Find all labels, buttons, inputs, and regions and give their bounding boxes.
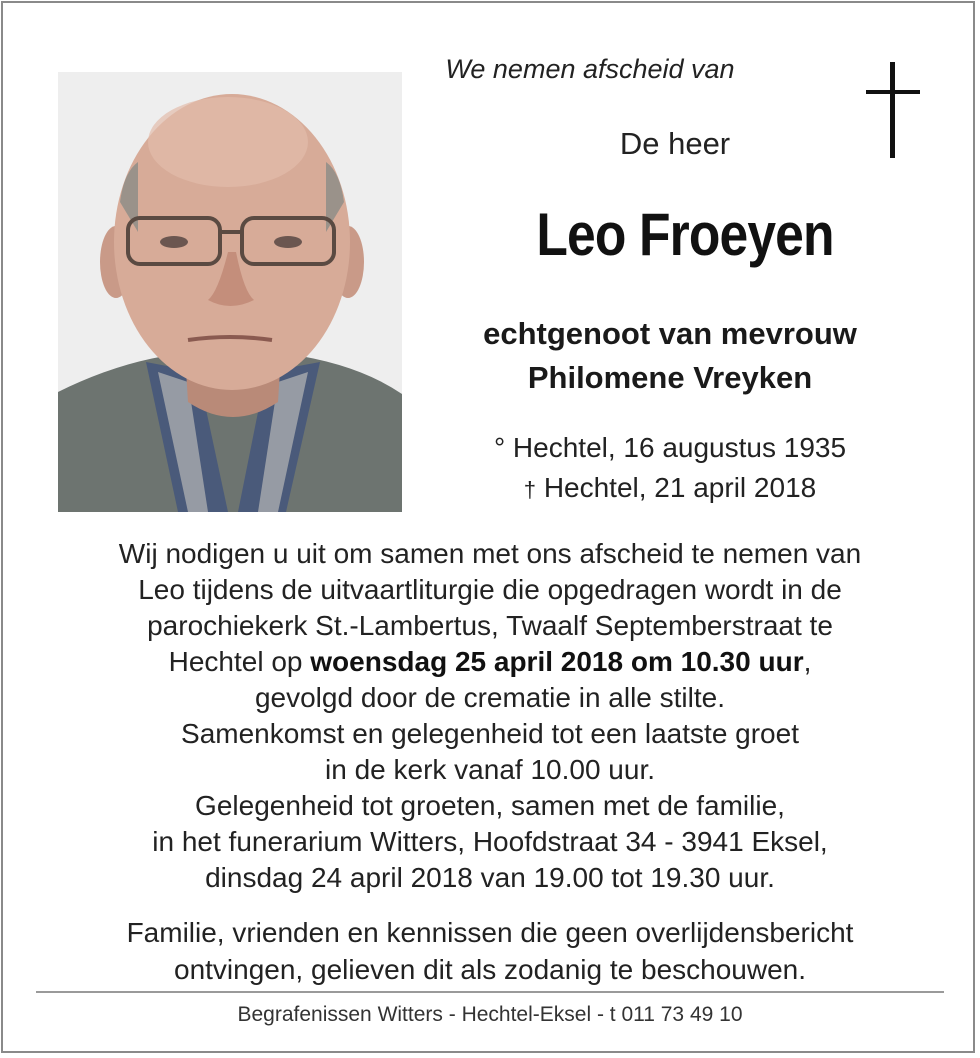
body-line: dinsdag 24 april 2018 van 19.00 tot 19.30 uur. [205,862,775,893]
portrait-photo [58,72,402,512]
ceremony-text [40,536,940,896]
spouse-name: Philomene Vreyken [527,360,813,395]
birth-line [440,428,900,468]
footer-text: Begrafenissen Witters - Hechtel-Eksel - t 011 73 49 10 [237,1003,743,1026]
body-line: in de kerk vanaf 10.00 uur. [325,754,655,785]
death-symbol: † [523,477,537,502]
body-line-suffix: , [803,646,812,677]
body-line: in het funerarium Witters, Hoofdstraat 34 - 3941 Eksel, [152,826,828,857]
closing-line: Familie, vrienden en kennissen die geen overlijdensbericht [126,917,854,948]
dates-block [440,428,900,510]
body-line [40,644,940,680]
ceremony-datetime: woensdag 25 april 2018 om 10.30 uur [310,646,804,677]
spouse-block [430,312,910,400]
birth-symbol: ° [493,432,506,463]
spouse-line-1: echtgenoot van mevrouw [483,316,857,351]
body-line: parochiekerk St.-Lambertus, Twaalf Septemberstraat te [147,610,833,641]
cross-icon [864,62,922,158]
closing-text [40,914,940,988]
death-date: Hechtel, 21 april 2018 [543,472,817,503]
body-line: Leo tijdens de uitvaartliturgie die opgedragen wordt in de [138,574,842,605]
deceased-name: Leo Froeyen [536,201,834,268]
honorific-title: De heer [619,126,731,161]
body-line: Wij nodigen u uit om samen met ons afscheid te nemen van [118,538,862,569]
closing-line: ontvingen, gelieven dit als zodanig te beschouwen. [174,954,806,985]
body-line-prefix: Hechtel op [168,646,311,677]
birth-date: Hechtel, 16 augustus 1935 [512,432,847,463]
body-line: Samenkomst en gelegenheid tot een laatste groet [181,718,799,749]
intro-text: We nemen afscheid van [445,54,735,84]
body-line: gevolgd door de crematie in alle stilte. [254,682,726,713]
divider [36,991,944,993]
death-line [440,468,900,510]
body-line: Gelegenheid tot groeten, samen met de familie, [195,790,785,821]
